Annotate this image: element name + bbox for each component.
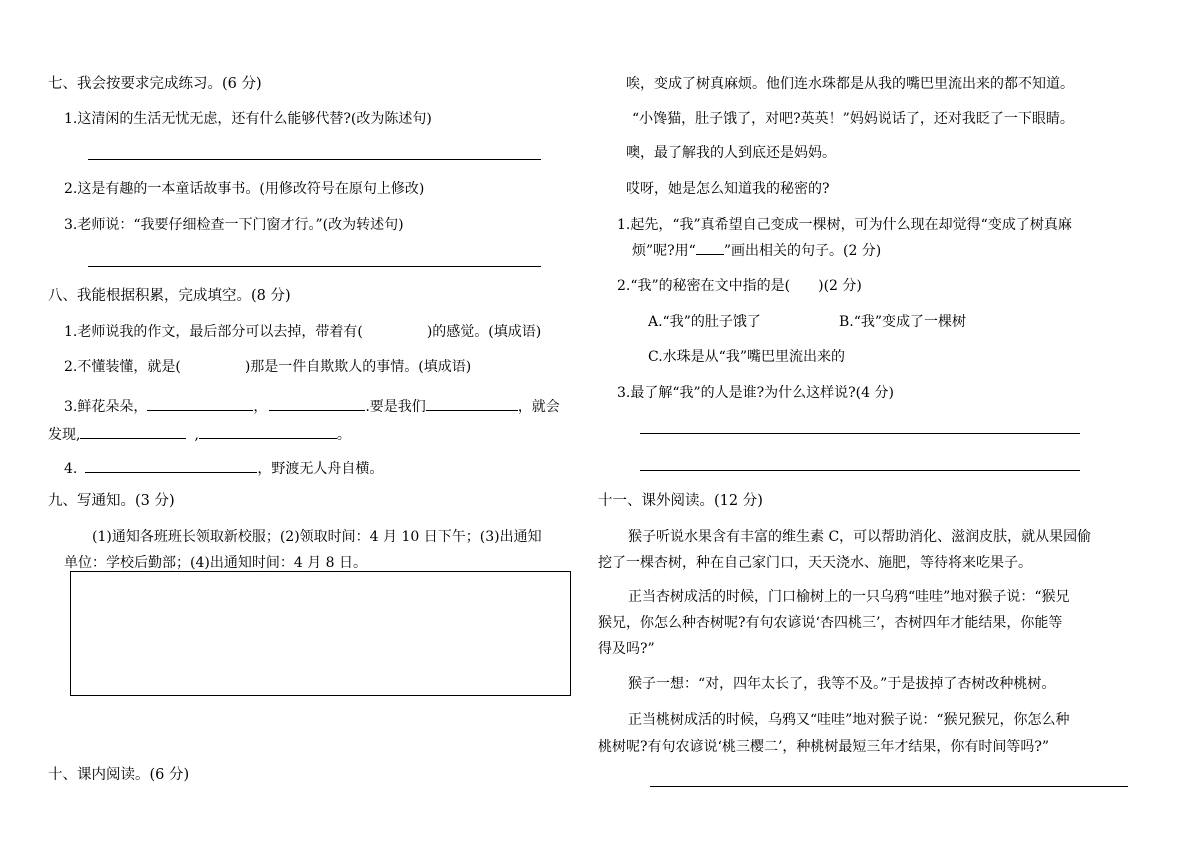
notice-writing-box[interactable] bbox=[70, 571, 571, 696]
s8-q2-text-a: 2.不懂装懂，就是( bbox=[64, 359, 181, 375]
s8-q1-text-a: 1.老师说我的作文，最后部分可以去掉，带着有( bbox=[64, 324, 363, 340]
s11-para-1-line-1: 猴子听说水果含有丰富的维生素 C，可以帮助消化、滋润皮肤，就从果园偷 bbox=[628, 529, 1092, 545]
s8-q3-text-a: 3.鲜花朵朵， bbox=[64, 399, 148, 415]
section-10-title: 十、课内阅读。(6 分) bbox=[48, 767, 190, 783]
s8-q3-blank-2[interactable] bbox=[269, 396, 365, 411]
underline-sample bbox=[696, 244, 724, 255]
s11-para-3: 猴子一想：“对，四年太长了，我等不及。”于是拔掉了杏树改种桃树。 bbox=[628, 676, 1056, 692]
option-a[interactable]: A.“我”的肚子饿了 bbox=[648, 314, 761, 330]
s8-question-4 bbox=[64, 458, 383, 476]
s7-question-1: 1.这清闲的生活无忧无虑，还有什么能够代替?(改为陈述句) bbox=[64, 111, 432, 127]
s8-q2-text-b: )那是一件自欺欺人的事情。(填成语) bbox=[244, 359, 472, 375]
s11-para-2-line-3: 得及吗?” bbox=[598, 641, 655, 657]
s8-q3-sep-2: , bbox=[194, 427, 199, 443]
s8-q4-text-a: 4. bbox=[64, 461, 78, 477]
s10-q1-text-b: 烦”呢?用“ bbox=[632, 243, 696, 259]
s7-q3-answer-line[interactable] bbox=[88, 266, 541, 267]
section-7-title: 七、我会按要求完成练习。(6 分) bbox=[48, 76, 262, 92]
s8-q3-blank-4[interactable] bbox=[80, 424, 186, 439]
s7-question-2: 2.这是有趣的一本童话故事书。(用修改符号在原句上修改) bbox=[64, 181, 425, 197]
s8-question-3-cont bbox=[48, 424, 351, 442]
s8-q3-sep-1: ， bbox=[253, 399, 268, 415]
s10-q3-answer-line-1[interactable] bbox=[640, 433, 1080, 434]
s8-question-1 bbox=[64, 325, 541, 339]
section-8-title: 八、我能根据积累，完成填空。(8 分) bbox=[48, 288, 291, 304]
s8-q1-text-b: )的感觉。(填成语) bbox=[426, 324, 542, 340]
s9-notice-requirements-1: (1)通知各班班长领取新校服；(2)领取时间：4 月 10 日下午；(3)出通知 bbox=[92, 529, 542, 545]
s10-question-3: 3.最了解“我”的人是谁?为什么这样说?(4 分) bbox=[617, 385, 894, 401]
s10-question-1: 1.起先，“我”真希望自己变成一棵树，可为什么现在却觉得“变成了树真麻 bbox=[617, 217, 1072, 233]
s7-question-3: 3.老师说：“我要仔细检查一下门窗才行。”(改为转述句) bbox=[64, 217, 404, 233]
section-11-title: 十一、课外阅读。(12 分) bbox=[598, 493, 763, 509]
s8-question-3 bbox=[64, 396, 560, 414]
s8-q3-blank-1[interactable] bbox=[147, 396, 253, 411]
s11-para-1-line-2: 挖了一棵杏树，种在自己家门口，天天浇水、施肥，等待将来吃果子。 bbox=[598, 555, 1032, 571]
s8-q3-text-e: 。 bbox=[336, 427, 351, 443]
passage-line-4: 哎呀，她是怎么知道我的秘密的? bbox=[626, 181, 830, 197]
s10-q1-text-c: ”画出相关的句子。(2 分) bbox=[723, 243, 882, 259]
passage-line-3: 噢，最了解我的人到底还是妈妈。 bbox=[626, 145, 836, 161]
s8-q3-text-b: .要是我们 bbox=[365, 399, 426, 415]
s8-q3-text-c: ，就会 bbox=[517, 399, 560, 415]
section-9-title: 九、写通知。(3 分) bbox=[48, 493, 175, 509]
s8-q4-text-b: ，野渡无人舟自横。 bbox=[257, 461, 384, 477]
s8-q3-text-d: 发现, bbox=[48, 427, 81, 443]
s8-q3-blank-5[interactable] bbox=[199, 424, 337, 439]
option-c[interactable]: C.水珠是从“我”嘴巴里流出来的 bbox=[648, 349, 845, 365]
s11-para-2-line-2: 猴兄，你怎么种杏树呢?有句农谚说‘杏四桃三’，杏树四年才能结果，你能等 bbox=[598, 615, 1063, 631]
s10-question-2: 2.“我”的秘密在文中指的是( )(2 分) bbox=[617, 278, 862, 294]
s7-q1-answer-line[interactable] bbox=[88, 159, 541, 160]
s11-answer-line[interactable] bbox=[650, 786, 1128, 787]
s8-q4-blank[interactable] bbox=[85, 458, 257, 473]
option-b[interactable]: B.“我”变成了一棵树 bbox=[839, 314, 967, 330]
s8-question-2 bbox=[64, 360, 471, 374]
passage-line-2: “小馋猫，肚子饿了，对吧?英英！”妈妈说话了，还对我眨了一下眼睛。 bbox=[632, 111, 1074, 127]
s11-para-2-line-1: 正当杏树成活的时候，门口榆树上的一只乌鸦“哇哇”地对猴子说：“猴兄 bbox=[628, 589, 1070, 605]
s10-question-1-cont bbox=[632, 244, 881, 258]
passage-line-1: 唉，变成了树真麻烦。他们连水珠都是从我的嘴巴里流出来的都不知道。 bbox=[626, 76, 1074, 92]
s11-para-4-line-2: 桃树呢?有句农谚说‘桃三樱二’，种桃树最短三年才结果，你有时间等吗?” bbox=[598, 739, 1050, 755]
s8-q3-blank-3[interactable] bbox=[426, 396, 518, 411]
s10-q3-answer-line-2[interactable] bbox=[640, 470, 1080, 471]
s9-notice-requirements-2: 单位：学校后勤部；(4)出通知时间：4 月 8 日。 bbox=[64, 555, 367, 571]
s11-para-4-line-1: 正当桃树成活的时候，乌鸦又“哇哇”地对猴子说：“猴兄猴兄，你怎么种 bbox=[628, 712, 1070, 728]
